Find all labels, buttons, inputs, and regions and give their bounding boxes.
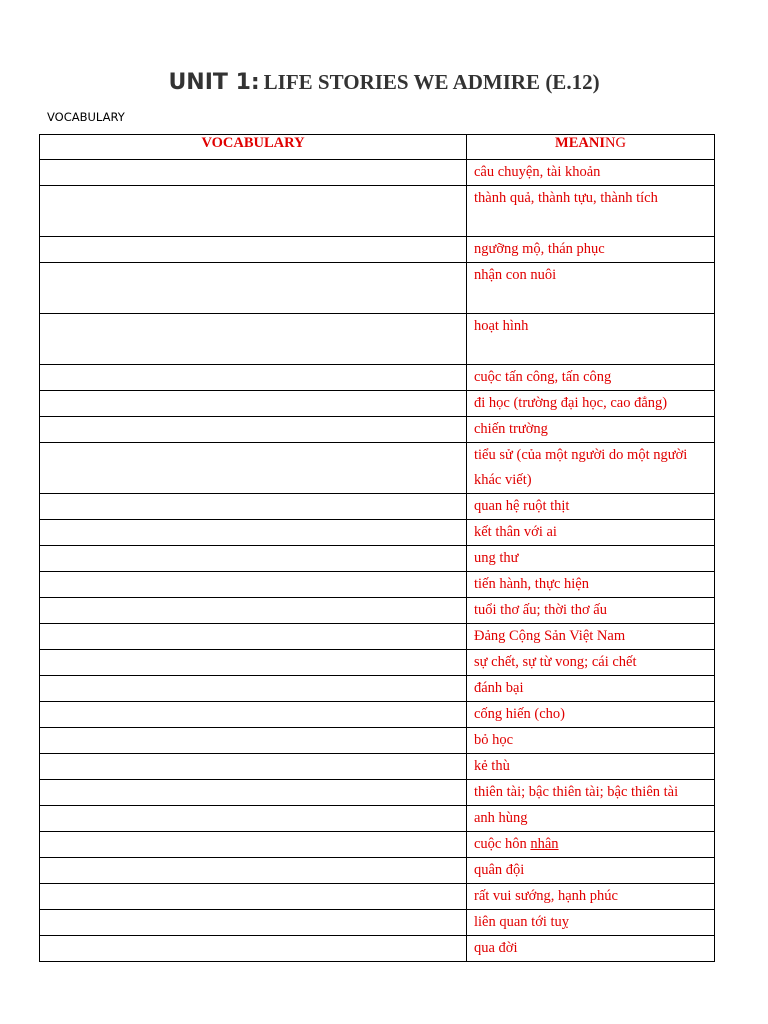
- meaning-cell: hoạt hình: [467, 314, 715, 365]
- vocabulary-cell: [40, 832, 467, 858]
- meaning-cell: chiến trường: [467, 417, 715, 443]
- table-row: [40, 237, 715, 263]
- meaning-cell: tiến hành, thực hiện: [467, 572, 715, 598]
- table-row: [40, 624, 715, 650]
- table-row: [40, 858, 715, 884]
- table-row: [40, 936, 715, 962]
- table-row: [40, 780, 715, 806]
- meaning-cell: rất vui sướng, hạnh phúc: [467, 884, 715, 910]
- vocabulary-cell: [40, 546, 467, 572]
- meaning-cell: ngưỡng mộ, thán phục: [467, 237, 715, 263]
- meaning-cell: nhận con nuôi: [467, 263, 715, 314]
- table-row: [40, 806, 715, 832]
- vocabulary-cell: [40, 728, 467, 754]
- table-row: [40, 572, 715, 598]
- table-row: [40, 728, 715, 754]
- vocabulary-cell: [40, 572, 467, 598]
- meaning-cell: đánh bại: [467, 676, 715, 702]
- table-header-row: [40, 135, 715, 160]
- vocabulary-cell: [40, 598, 467, 624]
- table-row: [40, 391, 715, 417]
- table-row: [40, 494, 715, 520]
- vocabulary-cell: [40, 702, 467, 728]
- vocabulary-cell: [40, 263, 467, 314]
- page-title: [0, 70, 768, 95]
- vocabulary-cell: [40, 806, 467, 832]
- table-row: [40, 263, 715, 314]
- table-row: [40, 160, 715, 186]
- table-row: [40, 754, 715, 780]
- vocabulary-cell: [40, 624, 467, 650]
- meaning-cell: quan hệ ruột thịt: [467, 494, 715, 520]
- table-row: [40, 910, 715, 936]
- vocabulary-table: [39, 134, 715, 962]
- vocabulary-cell: [40, 391, 467, 417]
- meaning-cell: qua đời: [467, 936, 715, 962]
- meaning-cell: Đảng Cộng Sản Việt Nam: [467, 624, 715, 650]
- meaning-text: cuộc hôn: [474, 836, 531, 852]
- meaning-cell: câu chuyện, tài khoản: [467, 160, 715, 186]
- table-row: [40, 832, 715, 858]
- meaning-cell: anh hùng: [467, 806, 715, 832]
- table-row: [40, 520, 715, 546]
- table-row: [40, 598, 715, 624]
- table-row: [40, 702, 715, 728]
- vocabulary-cell: [40, 910, 467, 936]
- meaning-cell: cống hiến (cho): [467, 702, 715, 728]
- meaning-cell: thành quả, thành tựu, thành tích: [467, 186, 715, 237]
- header-meaning: [467, 135, 715, 160]
- title-main: LIFE STORIES WE ADMIRE (E.12): [263, 70, 600, 94]
- header-meaning-bold: MEANI: [555, 135, 605, 151]
- table-row: [40, 314, 715, 365]
- vocabulary-cell: [40, 494, 467, 520]
- section-label: VOCABULARY: [47, 110, 125, 124]
- header-meaning-rest: NG: [605, 135, 626, 151]
- vocabulary-cell: [40, 186, 467, 237]
- vocabulary-cell: [40, 780, 467, 806]
- meaning-cell: quân đội: [467, 858, 715, 884]
- meaning-cell: đi học (trường đại học, cao đẳng): [467, 391, 715, 417]
- vocabulary-cell: [40, 314, 467, 365]
- table-row: [40, 546, 715, 572]
- table-row: [40, 365, 715, 391]
- meaning-cell: tiểu sử (của một người do một người khác viết): [467, 443, 715, 494]
- vocabulary-cell: [40, 160, 467, 186]
- table-row: [40, 186, 715, 237]
- vocabulary-cell: [40, 237, 467, 263]
- table-row: [40, 443, 715, 494]
- header-vocabulary: VOCABULARY: [40, 135, 467, 160]
- meaning-cell: liên quan tới tuỵ: [467, 910, 715, 936]
- meaning-cell: cuộc tấn công, tấn công: [467, 365, 715, 391]
- table-row: [40, 417, 715, 443]
- vocabulary-cell: [40, 650, 467, 676]
- vocabulary-cell: [40, 520, 467, 546]
- meaning-cell: sự chết, sự từ vong; cái chết: [467, 650, 715, 676]
- meaning-underlined-text: nhân: [530, 836, 559, 852]
- meaning-cell: kẻ thù: [467, 754, 715, 780]
- meaning-cell: kết thân với ai: [467, 520, 715, 546]
- meaning-cell: ung thư: [467, 546, 715, 572]
- vocabulary-cell: [40, 858, 467, 884]
- table-row: [40, 884, 715, 910]
- table-row: [40, 650, 715, 676]
- vocabulary-cell: [40, 443, 467, 494]
- vocabulary-table-body: [40, 160, 715, 962]
- title-prefix: UNIT 1:: [168, 70, 260, 95]
- vocabulary-cell: [40, 365, 467, 391]
- vocabulary-cell: [40, 936, 467, 962]
- vocabulary-cell: [40, 884, 467, 910]
- meaning-cell: bỏ học: [467, 728, 715, 754]
- table-row: [40, 676, 715, 702]
- meaning-cell: [467, 832, 715, 858]
- vocabulary-cell: [40, 754, 467, 780]
- meaning-cell: thiên tài; bậc thiên tài; bậc thiên tài: [467, 780, 715, 806]
- vocabulary-cell: [40, 417, 467, 443]
- vocabulary-cell: [40, 676, 467, 702]
- meaning-cell: tuổi thơ ấu; thời thơ ấu: [467, 598, 715, 624]
